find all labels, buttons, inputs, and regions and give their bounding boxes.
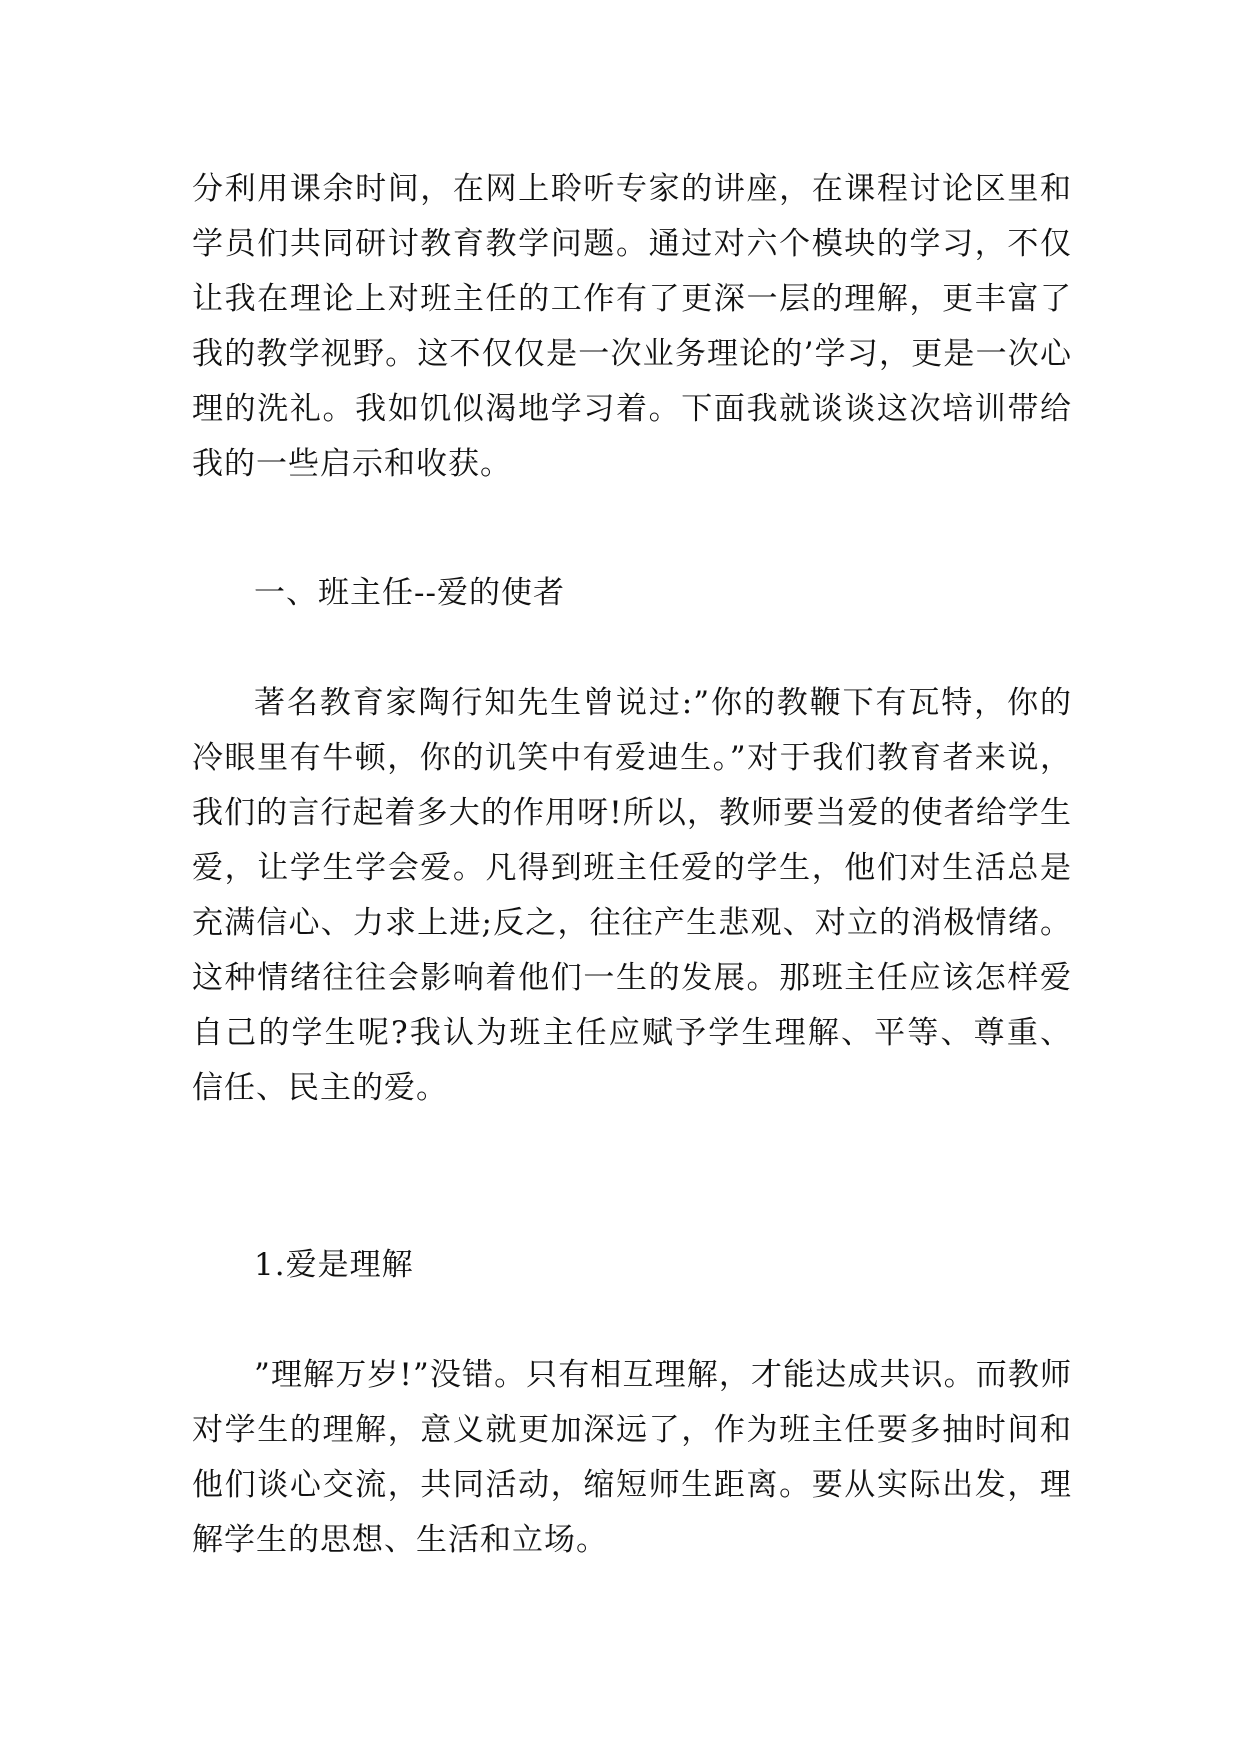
paragraph-intro: 分利用课余时间，在网上聆听专家的讲座，在课程讨论区里和学员们共同研讨教育教学问题。通过对六个模块的学习，不仅让我在理论上对班主任的工作有了更深一层的理解，更丰富了我的教学视野。这不仅仅是一次业务理论的’学习，更是一次心理的洗礼。我如饥似渴地学习着。下面我就谈谈这次培训带给我的一些启示和收获。: [192, 171, 1072, 482]
paragraph-love-messenger: 著名教育家陶行知先生曾说过:”你的教鞭下有瓦特，你的冷眼里有牛顿，你的讥笑中有爱迪生。”对于我们教育者来说，我们的言行起着多大的作用呀!所以，教师要当爱的使者给学生爱，让学生学会爱。凡得到班主任爱的学生，他们对生活总是充满信心、力求上进;反之，往往产生悲观、对立的消极情绪。这种情绪往往会影响着他们一生的发展。那班主任应该怎样爱自己的学生呢?我认为班主任应赋予学生理解、平等、尊重、信任、民主的爱。: [192, 685, 1072, 1106]
section-heading-1: 一、班主任--爱的使者: [254, 575, 565, 611]
section-heading-2: 1.爱是理解: [254, 1247, 414, 1283]
paragraph-understanding: ”理解万岁!”没错。只有相互理解，才能达成共识。而教师对学生的理解，意义就更加深远了，作为班主任要多抽时间和他们谈心交流，共同活动，缩短师生距离。要从实际出发，理解学生的思想、生活和立场。: [192, 1357, 1072, 1558]
